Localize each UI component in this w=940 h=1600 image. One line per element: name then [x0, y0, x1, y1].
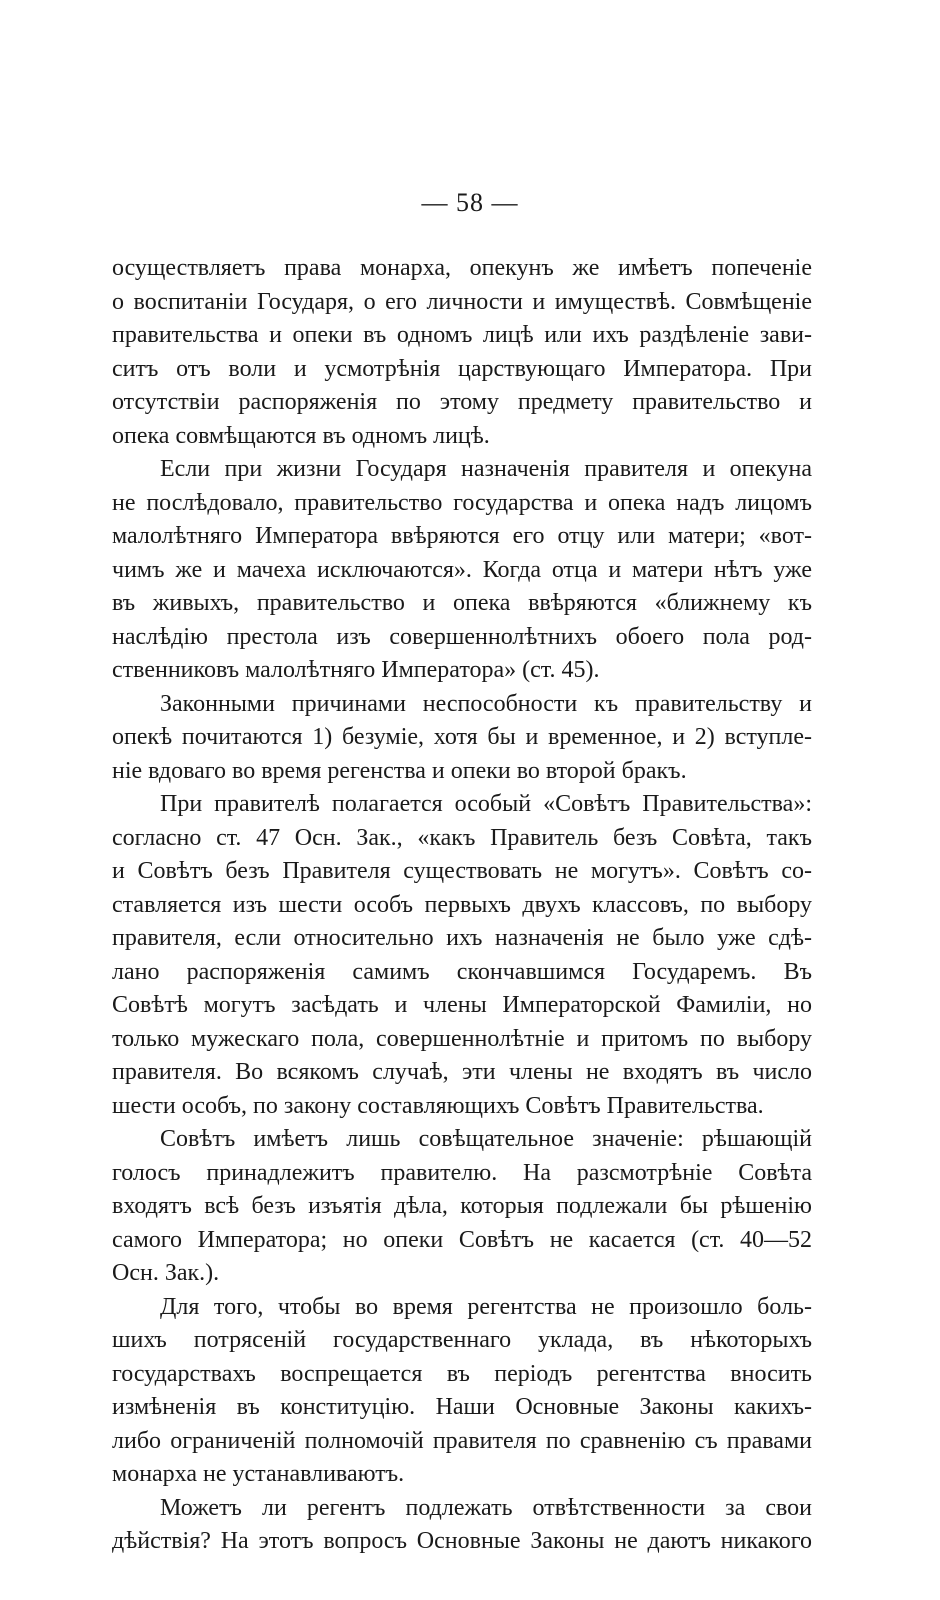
paragraph [112, 1291, 812, 1492]
text-line: При правителѣ полагается особый «Совѣтъ Правительства»: [160, 791, 812, 817]
text-line: голосъ принадлежитъ правителю. На разсмотрѣніе Совѣта [112, 1159, 812, 1186]
text-line: только мужескаго пола, совершеннолѣтніе и притомъ по выбору [112, 1025, 812, 1052]
text-line: правителя, если относительно ихъ назначенія не было уже сдѣ- [112, 925, 812, 951]
text-line: о воспитаніи Государя, о его личности и имуществѣ. Совмѣщеніе [112, 288, 812, 315]
text-line: лано распоряженія самимъ скончавшимся Государемъ. Въ [112, 958, 812, 985]
text-line: ставляется изъ шести особъ первыхъ двухъ классовъ, по выбору [112, 891, 812, 918]
paragraph [112, 252, 812, 453]
text-line: опека совмѣщаются въ одномъ лицѣ. [112, 422, 490, 449]
text-line: входятъ всѣ безъ изъятія дѣла, которыя подлежали бы рѣшенію [112, 1193, 812, 1219]
text-line: Для того, чтобы во время регентства не произошло боль- [160, 1293, 812, 1320]
text-line: чимъ же и мачеха исключаются». Когда отца и матери нѣтъ уже [112, 556, 812, 583]
body-text [112, 252, 812, 1559]
text-line: правительства и опеки въ одномъ лицѣ или ихъ раздѣленіе зави- [112, 322, 812, 348]
paragraph [112, 688, 812, 789]
text-line: Можетъ ли регентъ подлежать отвѣтственности за свои [160, 1494, 812, 1521]
text-line: Совѣтъ имѣетъ лишь совѣщательное значеніе: рѣшающій [160, 1126, 812, 1152]
text-line: не послѣдовало, правительство государства и опека надъ лицомъ [112, 489, 812, 516]
text-line: государствахъ воспрещается въ періодъ регентства вносить [112, 1360, 812, 1387]
text-line: ситъ отъ воли и усмотрѣнія царствующаго Императора. При [112, 355, 812, 382]
text-line: въ живыхъ, правительство и опека ввѣряются «ближнему къ [112, 590, 812, 616]
text-line: ственниковъ малолѣтняго Императора» (ст. 45). [112, 657, 600, 683]
text-line: отсутствіи распоряженія по этому предмету правительство и [112, 389, 812, 415]
text-line: шести особъ, по закону составляющихъ Совѣтъ Правительства. [112, 1092, 764, 1119]
text-line: Осн. Зак.). [112, 1260, 220, 1286]
paragraph [112, 1123, 812, 1291]
text-line: монарха не устанавливаютъ. [112, 1461, 405, 1487]
text-line: и Совѣтъ безъ Правителя существовать не могутъ». Совѣтъ со- [112, 858, 812, 884]
text-line: правителя. Во всякомъ случаѣ, эти члены не входятъ въ число [112, 1059, 812, 1085]
text-line: дѣйствія? На этотъ вопросъ Основные Законы не даютъ никакого [112, 1528, 812, 1554]
text-line: Совѣтѣ могутъ засѣдать и члены Императорской Фамиліи, но [112, 992, 812, 1018]
paragraph [112, 453, 812, 688]
text-line: Законными причинами неспособности къ правительству и [160, 690, 812, 717]
text-line: измѣненія въ конституцію. Наши Основные Законы какихъ- [112, 1394, 812, 1420]
text-line: осуществляетъ права монарха, опекунъ же имѣетъ попеченіе [112, 255, 812, 281]
text-line: шихъ потрясеній государственнаго уклада, въ нѣкоторыхъ [112, 1327, 812, 1353]
text-line: опекѣ почитаются 1) безуміе, хотя бы и временное, и 2) вступле- [112, 724, 812, 750]
text-line: самого Императора; но опеки Совѣтъ не касается (ст. 40—52 [112, 1226, 812, 1253]
text-line: ніе вдоваго во время регенства и опеки во второй бракъ. [112, 757, 687, 784]
paragraph [112, 788, 812, 1123]
text-line: согласно ст. 47 Осн. Зак., «какъ Правитель безъ Совѣта, такъ [112, 824, 812, 851]
page-number: — 58 — [421, 188, 519, 217]
text-line: Если при жизни Государя назначенія правителя и опекуна [160, 456, 812, 482]
text-line: наслѣдію престола изъ совершеннолѣтнихъ обоего пола род- [112, 623, 812, 650]
text-line: либо ограниченій полномочій правителя по сравненію съ правами [112, 1427, 812, 1454]
paragraph [112, 1492, 812, 1559]
text-line: малолѣтняго Императора ввѣряются его отцу или матери; «вот- [112, 523, 812, 549]
